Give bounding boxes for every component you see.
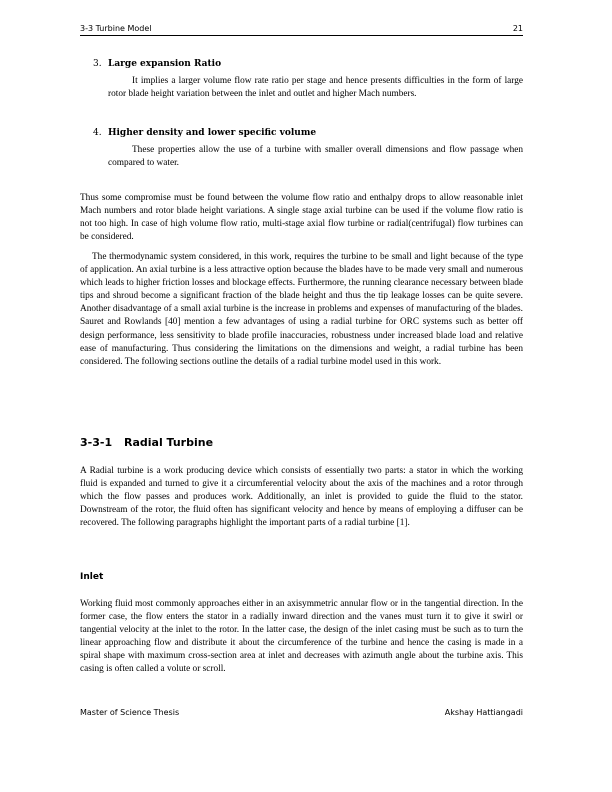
page-header (80, 24, 523, 36)
paragraph-text: A Radial turbine is a work producing device which consists of essentially two parts: a stator in which the working fluid is expanded and turned to give it a circumferential velocity about the axis of the machines and a rotor through which the flow passes and produces work. Additionally, an inlet is provided to guide the fluid to the stator. Downstream of the rotor, the fluid often has significant velocity and hence by means of employing a diffuser can be recovered. The following paragraphs highlight the important parts of a radial turbine [1]. (80, 466, 523, 529)
section-heading-radial-turbine (80, 436, 213, 449)
paragraph-compromise (80, 192, 523, 244)
paragraph-text: Thus some compromise must be found between the volume flow ratio and enthalpy drops to allow reasonable inlet Mach numbers and rotor blade height variations. A single stage axial turbine can be used if the volume flow ratio is not too high. In case of high volume flow ratio, multi-stage axial flow turbine or radial(centrifugal) flow turbines can be considered. (80, 193, 523, 243)
paragraph-text: Working fluid most commonly approaches either in an axisymmetric annular flow or in the tangential direction. In the former case, the flow enters the stator in a radially inward direction and the vanes must turn it to give it swirl or tangential velocity at the inlet to the rotor. In the latter case, the design of the inlet casing must be such as to turn the linear approaching flow and distribute it about the circumference of the turbine and hence the casing is made in a spiral shape with maximum cross-section area at inlet and decreases with azimuth angle about the turbine axis. This casing is often called a volute or scroll. (80, 599, 523, 675)
page-footer (80, 708, 523, 717)
list-item-number: 4. (93, 128, 102, 138)
list-item-title: Large expansion Ratio (108, 59, 222, 69)
header-section-title: 3-3 Turbine Model (80, 24, 152, 33)
section-title: Radial Turbine (124, 436, 214, 449)
list-item-heading (93, 58, 523, 70)
list-item-title: Higher density and lower specific volume (108, 128, 317, 138)
list-item-heading (93, 127, 523, 139)
list-item-number: 3. (93, 59, 102, 69)
paragraph-inlet (80, 598, 523, 677)
list-item-higher-density (93, 127, 523, 170)
paragraph-radial-turbine (80, 465, 523, 530)
subsection-heading-inlet: Inlet (80, 572, 104, 582)
header-page-number: 21 (512, 24, 523, 33)
list-item-body: It implies a larger volume flow rate ratio per stage and hence presents difficulties in the form of large rotor blade height variation between the inlet and outlet and higher Mach numbers. (108, 76, 523, 100)
section-number: 3-3-1 (80, 436, 113, 449)
list-item-large-expansion-ratio (93, 58, 523, 101)
footer-thesis-label: Master of Science Thesis (80, 708, 180, 717)
paragraph-text: The thermodynamic system considered, in this work, requires the turbine to be small and light because of the type of application. An axial turbine is a less attractive option because the blades have to be made very small and numerous which leads to higher friction losses and blockage effects. Furthermore, the running clearance necessary between blade tips and shroud become a significant fraction of the blade height and thus the tip leakage losses can be quite severe. Another disadvantage of a small axial turbine is the increase in problems and expenses of manufacturing of the blades. Sauret and Rowlands [40] mention a few advantages of using a radial turbine for ORC systems such as better off design performance, less sensitivity to blade profile inaccuracies, robustness under increased blade load and relative ease of manufacturing. Thus considering the limitations on the dimensions and weight, a radial turbine has been considered. The following sections outline the details of a radial turbine model used in this work. (80, 252, 523, 367)
paragraph-thermodynamic-system (80, 251, 523, 369)
list-item-body: These properties allow the use of a turbine with smaller overall dimensions and flow passage when compared to water. (108, 145, 523, 169)
footer-author: Akshay Hattiangadi (444, 708, 523, 717)
